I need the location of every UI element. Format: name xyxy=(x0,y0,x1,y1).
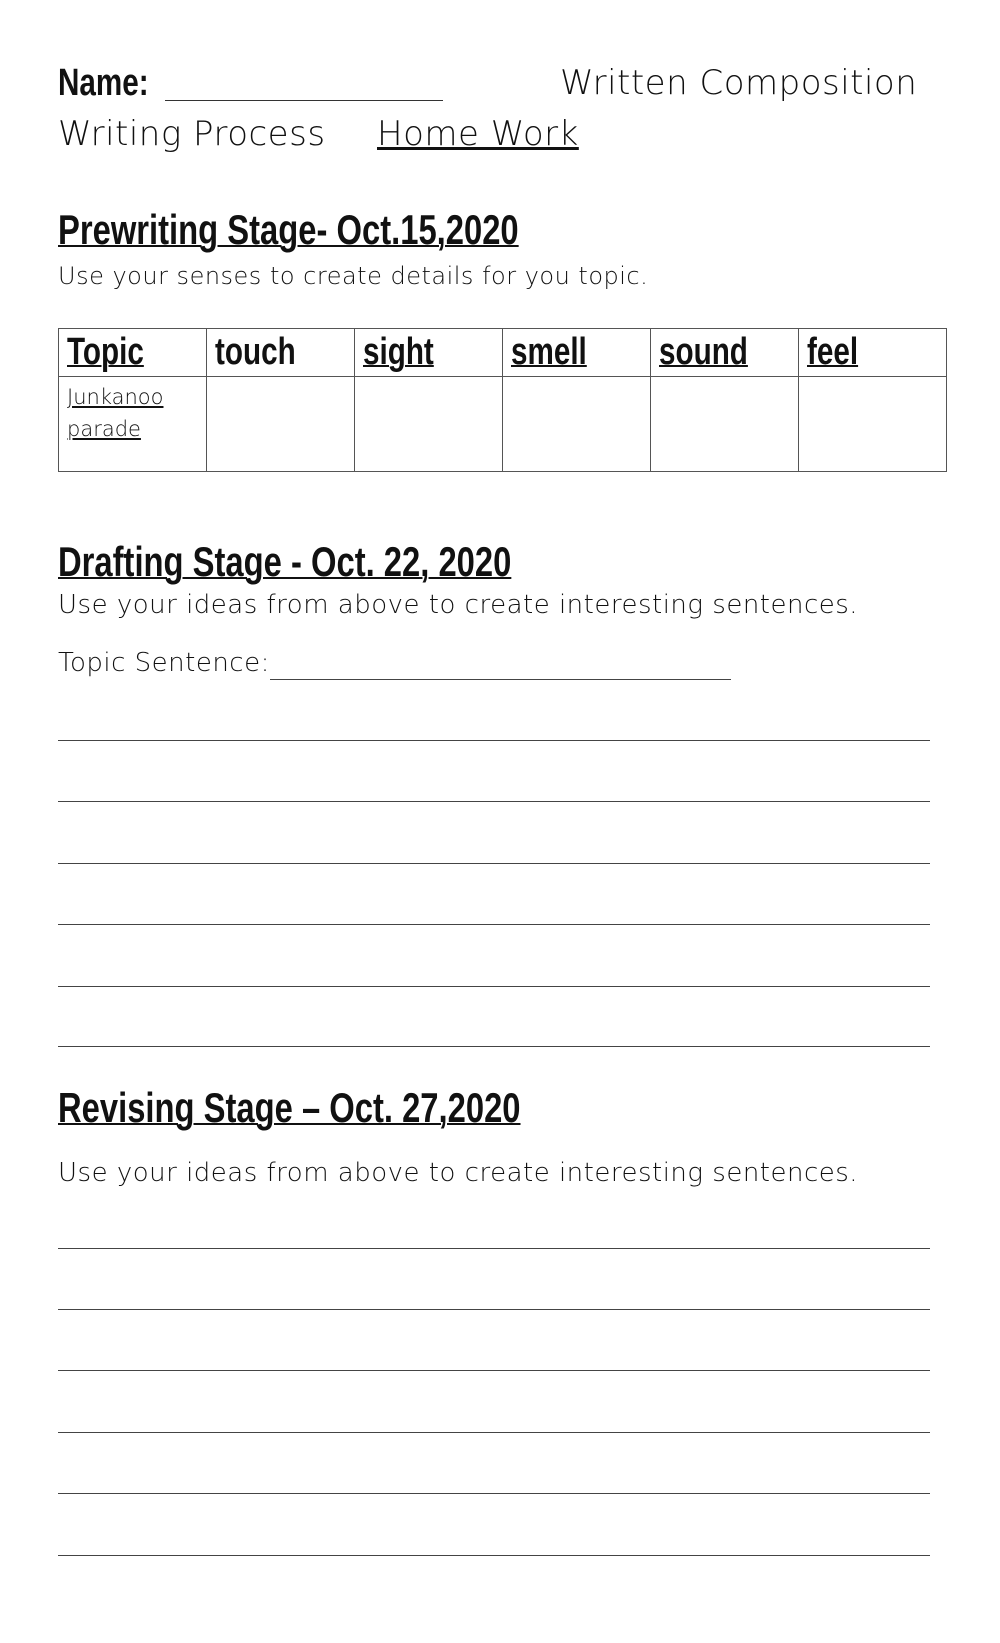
topic-sentence-line[interactable] xyxy=(270,679,731,680)
revising-line[interactable] xyxy=(58,1370,930,1371)
header-topic: Topic xyxy=(59,329,207,377)
prewriting-instruction: Use your senses to create details for you topic. xyxy=(58,262,649,290)
drafting-instruction: Use your ideas from above to create interesting sentences. xyxy=(58,590,859,620)
name-label: Name: xyxy=(58,62,149,104)
senses-table xyxy=(58,328,947,472)
cell-smell[interactable] xyxy=(503,377,651,472)
cell-topic: Junkanoo parade xyxy=(59,377,207,472)
revising-line[interactable] xyxy=(58,1493,930,1494)
drafting-line[interactable] xyxy=(58,924,930,925)
revising-line[interactable] xyxy=(58,1432,930,1433)
cell-sight[interactable] xyxy=(355,377,503,472)
drafting-line[interactable] xyxy=(58,863,930,864)
revising-instruction: Use your ideas from above to create interesting sentences. xyxy=(58,1158,859,1188)
header-smell: smell xyxy=(503,329,651,377)
drafting-line[interactable] xyxy=(58,801,930,802)
cell-feel[interactable] xyxy=(799,377,947,472)
header-touch: touch xyxy=(207,329,355,377)
drafting-line[interactable] xyxy=(58,1046,930,1047)
revising-line[interactable] xyxy=(58,1248,930,1249)
subject-title: Written Composition xyxy=(560,63,918,103)
drafting-line[interactable] xyxy=(58,986,930,987)
drafting-heading: Drafting Stage - Oct. 22, 2020 xyxy=(58,538,512,585)
cell-touch[interactable] xyxy=(207,377,355,472)
revising-line[interactable] xyxy=(58,1555,930,1556)
topic-title: Writing Process xyxy=(58,114,326,154)
assignment-type: Home Work xyxy=(377,114,579,154)
drafting-line[interactable] xyxy=(58,740,930,741)
topic-sentence-label: Topic Sentence: xyxy=(58,648,270,678)
header-sight: sight xyxy=(355,329,503,377)
header-feel: feel xyxy=(799,329,947,377)
name-field[interactable] xyxy=(165,100,443,101)
revising-line[interactable] xyxy=(58,1309,930,1310)
header-sound: sound xyxy=(651,329,799,377)
cell-sound[interactable] xyxy=(651,377,799,472)
prewriting-heading: Prewriting Stage- Oct.15,2020 xyxy=(58,206,519,253)
revising-heading: Revising Stage – Oct. 27,2020 xyxy=(58,1084,521,1131)
